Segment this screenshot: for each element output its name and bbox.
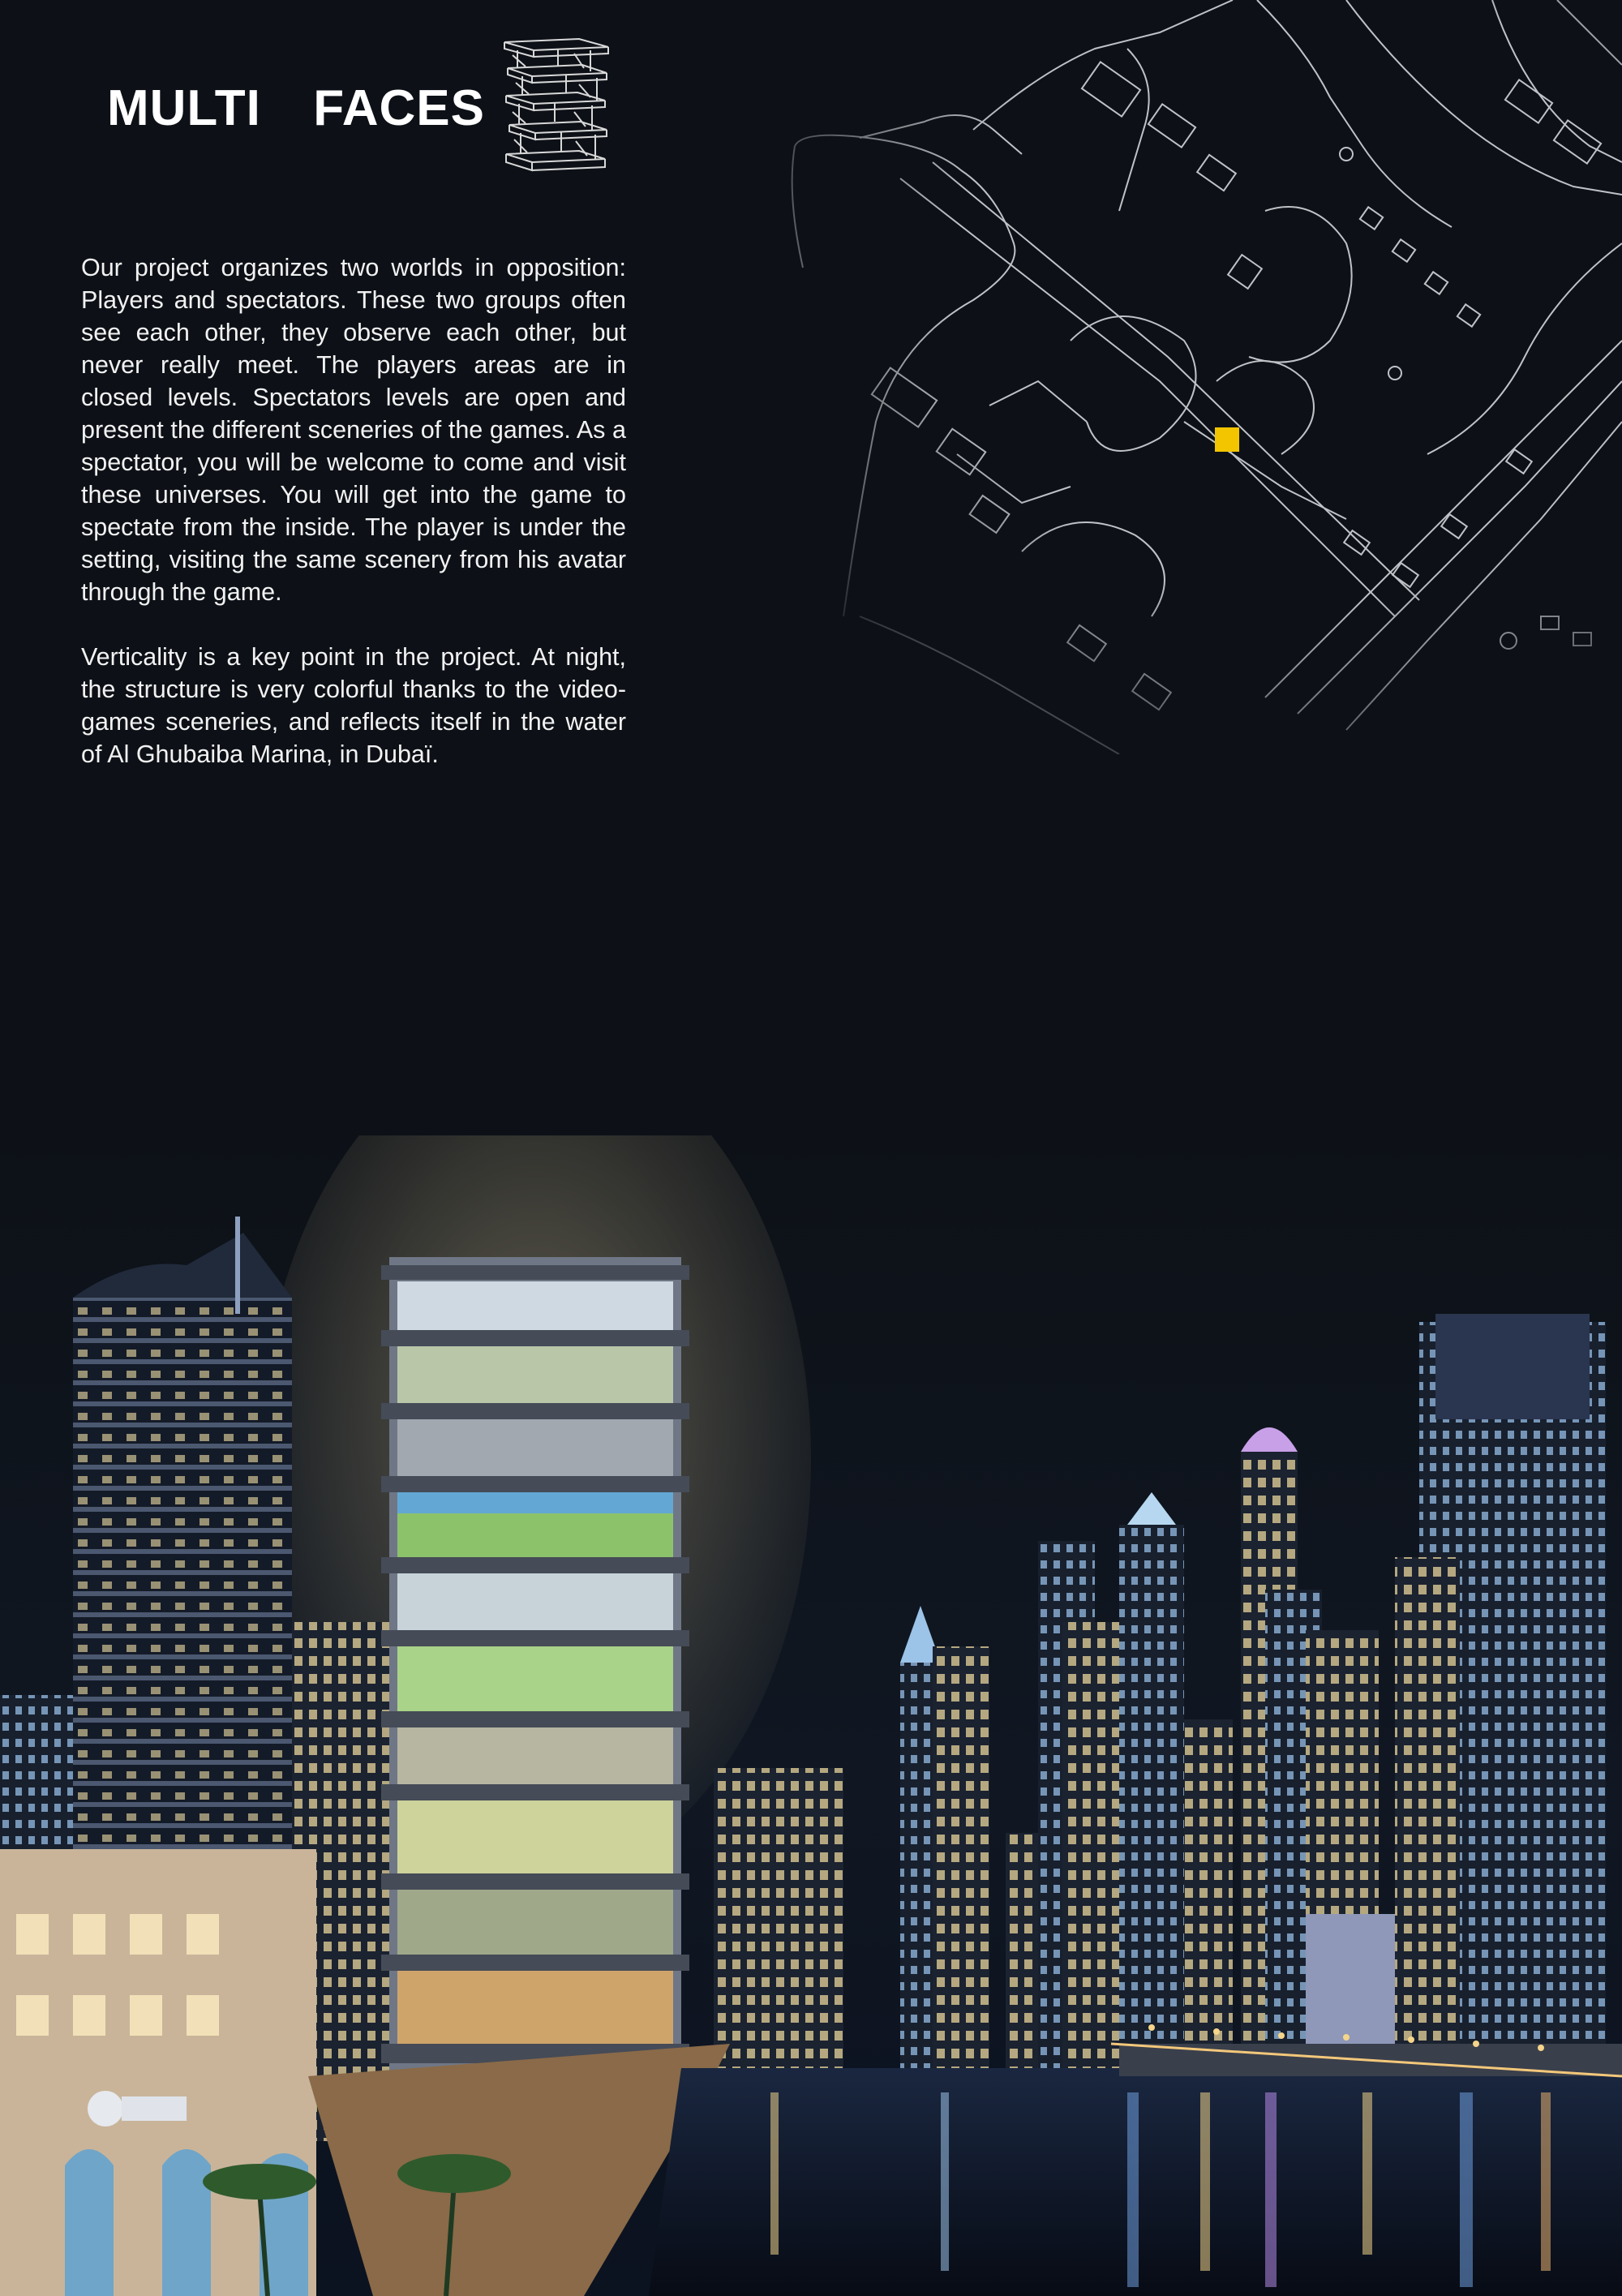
stacked-floors-tower-icon (501, 36, 611, 187)
page-title: MULTI FACES (107, 80, 485, 136)
description-paragraph-1: Our project organizes two worlds in opposition: Players and spectators. These two groups often see each other, they observe each other, but never really meet. The players areas are in closed levels. Spectators levels are open and present the different sceneries of the games. As a spectator, you will be welcome to come and visit these universes. You will get into the game to spectate from the inside. The player is under the setting, visiting the same scenery from his avatar through the game. (81, 254, 626, 606)
description-paragraph-2: Verticality is a key point in the project. At night, the structure is very colorful thanks to the videogames sceneries, and reflects itself in the water of Al Ghubaiba Marina, in Dubaï. (81, 643, 626, 768)
site-marker (1215, 427, 1239, 452)
project-description (81, 251, 626, 803)
night-city-rendering (0, 1135, 1622, 2296)
site-plan-map (779, 0, 1622, 754)
